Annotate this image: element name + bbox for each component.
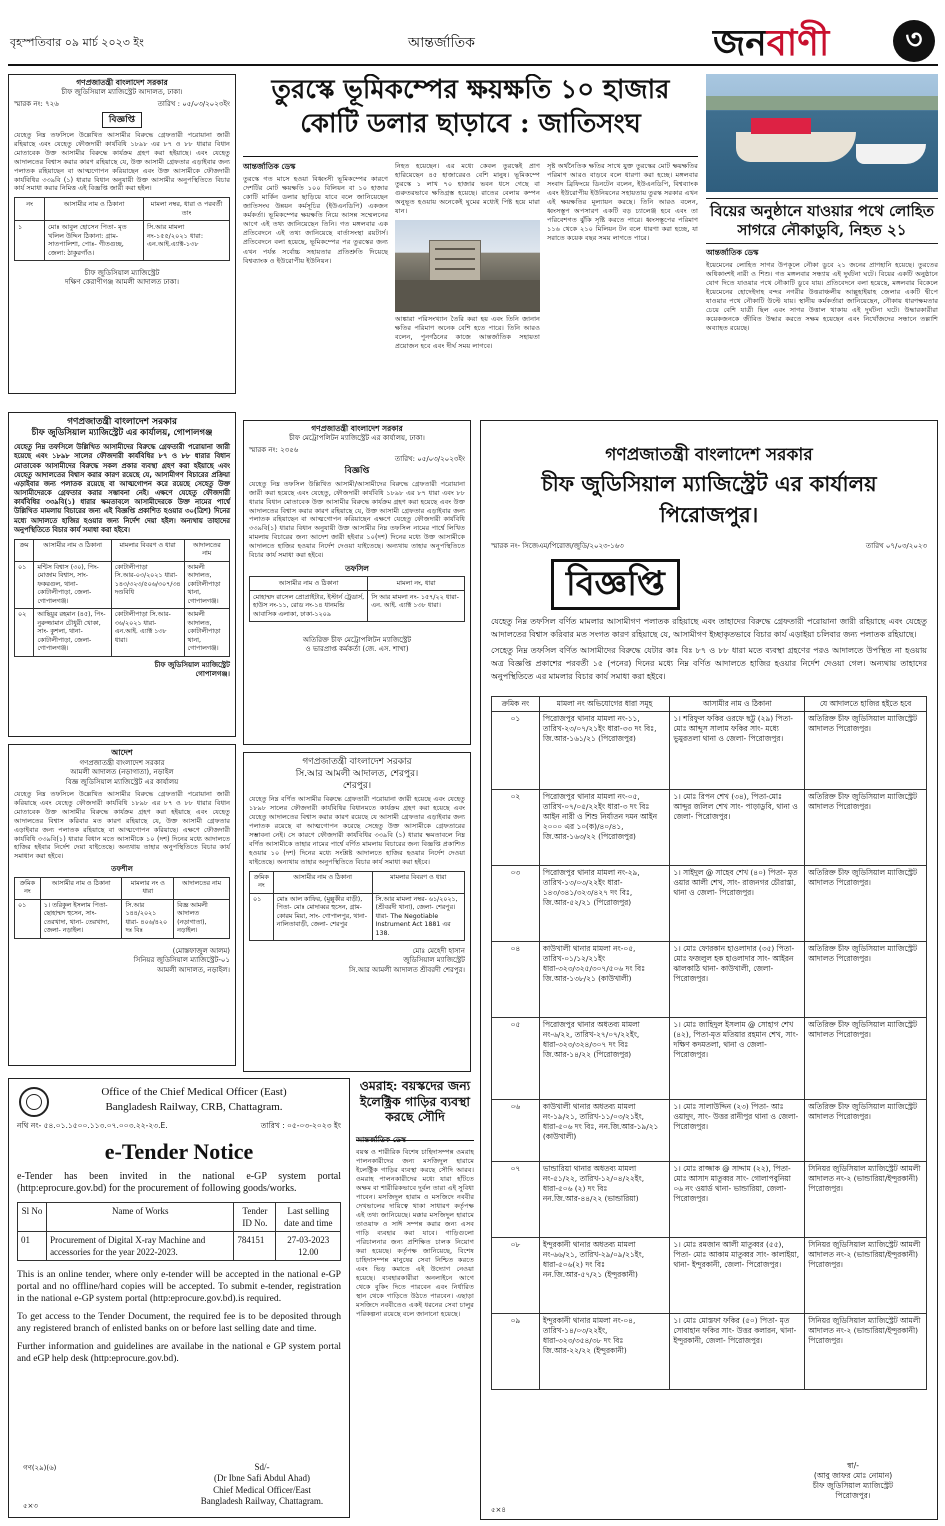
table-cell: ১। মোঃ জাহিদুল ইসলাম @ সোহাগ শেখ (৪২), পিতা-মৃত মতিয়ার রহমান শেখ, সাং- দক্ষিণ কদমতলা, থানা ও জেলা- পিরোজপুর।	[670, 1017, 805, 1099]
signature-block	[783, 1461, 923, 1502]
table-row	[250, 590, 465, 621]
signatory-office: পিরোজপুর।	[835, 1490, 871, 1500]
table-cell: ০৭	[492, 1161, 540, 1237]
notice-office: সি.আর আমলী আদালত, শেরপুর।	[295, 769, 419, 780]
table-cell: ০৯	[492, 1313, 540, 1389]
logo-part-left: জন	[713, 23, 767, 64]
table-row	[492, 1161, 927, 1237]
table-cell: পিরোজপুর থানার অধতব্য মামলা নং-৬/২২, তারিখ-২৭/০৭/২২ইং, ধারা-৩২৩/৩২৪/৩০৭ দং বিঃ জি.আর-১৪/২২ (পিরোজপুর)	[539, 1017, 670, 1099]
notice-dhaka-cmm	[243, 420, 471, 745]
signatory-title: অতিরিক্ত চীফ মেট্রোপলিটন ম্যাজিস্ট্রেট	[302, 635, 412, 644]
notice-table	[249, 576, 465, 622]
issue-date: বৃহস্পতিবার ০৯ মার্চ ২০২৩ ইং	[10, 36, 144, 49]
table-cell: অতিরিক্ত চীফ জুডিসিয়াল ম্যাজিস্ট্রেট আদালত পিরোজপুর।	[805, 711, 927, 789]
notice-office: চীফ জুডিসিয়াল ম্যাজিস্ট্রেট এর কার্যালয়, গোপালগঞ্জ	[31, 428, 213, 439]
signatory-office: সি.আর আমলী আদালত শ্রীবরদী শেরপুর।	[348, 965, 465, 974]
notice-gopalganj-cjm	[8, 412, 236, 737]
article-text: বয়স্ক ও শারীরিক বিশেষ চাহিদাসম্পন্ন ওমরাহ পালনকারীদের জন্য মসজিদুল হারামে ইলেক্ট্রিক গাড়ির ব্যবস্থা করছে সৌদি আরব। ওমরাহ পালনকারীদের মধ্যে যারা হাঁটতে অক্ষম বা শারীরিকভাবে দুর্বল তারা এই সুবিধা পাবেন। মসজিদুল হারাম ও মসজিদে নববীর দেখভালের দায়িত্বে থাকা সাধারণ কর্তৃপক্ষ এই তথ্য জানিয়েছে। মক্কার মসজিদুল হারামে তাওয়াফ ও সাঈ সম্পন্ন করার জন্য এসব গাড়ি ব্যবহার করা যাবে। গাড়িগুলো পরিচালনার জন্য প্রশিক্ষিত চালক নিয়োগ করা হয়েছে। কর্তৃপক্ষ জানিয়েছে, বিশেষ চাহিদাসম্পন্ন মানুষের সেবা নিশ্চিত করতে এবং ভিড় কমাতে এই উদ্যোগ নেওয়া হয়েছে। ব্যবহারকারীরা অনলাইনে আগে থেকে বুকিং দিতে পারবেন এবং নির্ধারিত স্থান থেকে গাড়িতে উঠতে পারবেন। এছাড়া মসজিদে নববীতেও একই ধরনের সেবা চালুর পরিকল্পনা রয়েছে বলে জানানো হয়েছে।	[356, 1147, 474, 1319]
signatory-office: ও ভারপ্রাপ্ত কর্মকর্তা (জে. এস. শাখা)	[305, 645, 409, 654]
table-row	[492, 1313, 927, 1389]
notice-title: বিজ্ঞপ্তি	[102, 112, 142, 128]
notice-office: চীফ জুডিসিয়াল ম্যাজিস্ট্রেট এর কার্যালয়	[541, 471, 877, 496]
table-cell: অতিরিক্ত চীফ জুডিসিয়াল ম্যাজিস্ট্রেট আদালত পিরোজপুর।	[805, 1099, 927, 1161]
notice-title: আদেশ	[111, 748, 133, 757]
table-cell: মোঃ আবুল হোসেন পিতা- মৃত খলিল উদ্দিন ঠিকানা: গ্রাম- সাতপালিশা, পোঃ- গীতগুচ্ছ, জেলা: ঠাকুরগাঁও।	[45, 220, 144, 260]
schedule-title: তফসিল	[345, 563, 369, 573]
table-cell: ১	[15, 220, 45, 260]
signature-mark: স্বা/-	[847, 1460, 859, 1470]
table-header: আদালতের নাম	[184, 539, 229, 561]
article-text: সৃষ্ট অর্থনৈতিক ক্ষতির সাথে যুক্ত তুরস্কের মোট ক্ষয়ক্ষতির পরিমাণ আরও বাড়বে বলে ধারণা করা হচ্ছে। মঙ্গলবার সংবাদ ব্রিফিংয়ে ডিনটেন বলেন, ইউএনডিপি, বিশ্বব্যাংক এবং ইউরোপীয় ইউনিয়নের সহায়তায় তুরস্ক সরকার এখন এই ক্ষয়ক্ষতির মূল্যায়ন করছে। তিনি আরও বলেন, ধ্বংসস্তূপ অপসারণ একটি বড় চ্যালেঞ্জ হবে এবং তা পরিবেশগত ঝুঁকি সৃষ্টি করতে পারে। ধ্বংসস্তূপের পরিমাণ ১১৬ থেকে ২১০ মিলিয়ন টন বলে ধারণা করা হচ্ছে, যা সরাতে কয়েক বছর সময় লাগতে পারে।	[547, 162, 698, 243]
memo-number: স্মারক নং: ২৩৫৬	[249, 445, 299, 454]
table-cell: ১। মোঃ রাজ্জাক @ সাদ্দাম (২২), পিতা- মোঃ আসাদ মাতুব্বর সাং- গোলাপবুনিয়া ০৬ নং ওয়ার্ড থানা- ভান্ডারিয়া, জেলা- পিরোজপুর।	[670, 1161, 805, 1237]
table-cell: সি.আর মামলা নম্বর- ৬১/২০২১, (শ্রীবরদী থানা), জেলা- শেরপুর। ধারা- The Negotiable Instrument Act 1881 এর 138.	[372, 893, 464, 941]
signatory-title: চীফ জুডিসিয়াল ম্যাজিস্ট্রেট	[154, 660, 230, 669]
notice-org: গণপ্রজাতন্ত্রী বাংলাদেশ সরকার	[605, 445, 813, 465]
notice-body: যেহেতু নিম্ন তফসিল উল্লিখিত আসামী/আসামীদের বিরুদ্ধে গ্রেফতারী পরোয়ানা জারী করা হয়েছে এবং যেহেতু, ফৌজদারী কার্যবিধি ১৮৯৮ এর ৮৭ ধারা এবং ৮৮ ধারার বিধান মোতাবেক উক্ত আসামীর বিরুদ্ধে কার্যক্রম গ্রহণ করা হয়েছে এবং উক্ত আদালতের বিশ্বাস করার কারণ রহিয়াছে যে, উক্ত আসামী গ্রেফতার এড়াইবার জন্য পলাতক রহিয়াছেন বা আত্মগোপন করিয়াছেন এক্ষণে যেহেতু ফৌজদারী কার্যবিধি ৩৩৯বি(১) ধারার বিধান অনুযায়ী উক্ত আসামীর নিম্ন তফসিল নামের পার্শ্বে লিখিত মামলায় বিচারের জন্য আদেশ জারী হইবার ১০(দশ) দিনের মধ্যে উক্ত আসামীকে আদালতে হাজির হওয়ার নির্দেশ দেওয়া যাইতেছে। অন্যথায় তাহার অনুপস্থিতিতে বিচার কার্য সমাধা করা হইবে।	[249, 479, 465, 560]
table-cell: ০২	[492, 789, 540, 865]
table-cell: ০৮	[492, 1237, 540, 1313]
signatory-title: চীফ জুডিসিয়াল ম্যাজিস্ট্রেট	[84, 268, 160, 277]
page-number-badge	[893, 20, 935, 62]
notice-date: তারিখ ০৭/০৩/২০২৩	[865, 541, 927, 550]
notice-table	[14, 197, 230, 261]
tender-paragraph: To get access to the Tender Document, the required fee is to be deposited through any registered branch of enlisted banks on or before last selling date and time.	[17, 1311, 341, 1334]
table-row	[15, 220, 230, 260]
notice-railway-etender	[8, 1078, 350, 1518]
table-header: মামলার নং ও ধারা	[122, 877, 174, 899]
memo-number: নথি নং- ৫৪.০১.১৫০০.১১৩.০৭.০০৩.২২-২৩.E.	[17, 1120, 168, 1130]
notice-body: যেহেতু নিম্ন তফসিলে উল্লেখিত আসামীর বিরুদ্ধে গ্রেফতারী পরোয়ানা জারী করিয়াছে এবং যেহেতু ফৌজদারী কার্যবিধি ১৮৯৮ এর ৮৭ ও ৮৮ ধারার বিধান মোতাবেক উক্ত আসামীর বিরুদ্ধে কার্যক্রম গ্রহণ করা হইয়াছে এবং যেহেতু আদালতের বিশ্বাস করিবার মত কারণ রহিয়াছে যে, উক্ত আসামী গ্রেফতার এড়াইবার জন্য পলাতক রহিয়াছে বা আত্মগোপন করিয়াছে। এক্ষণে ফৌজদারী কার্যবিধি ৩৩৯বি(১) ধারার বিধান মতে আসামীকে ১০ (দশ) দিনের মধ্যে আদালতে হাজির হইবার নির্দেশ দেয়া যাইতেছে। অন্যথায় তাহার অনুপস্থিতিতে বিচার কার্য সমাধান করা হইবে।	[14, 790, 230, 861]
table-cell: ০৪	[492, 941, 540, 1017]
table-cell: অতিরিক্ত চীফ জুডিসিয়াল ম্যাজিস্ট্রেট আদালত পিরোজপুর।	[805, 1017, 927, 1099]
table-row	[492, 865, 927, 941]
table-cell: পিরোজপুর থানার মামলা নং-২৯, তারিখ-১৩/০৩/২২ইং ধারা- ১৪৩/৩৪১/৩২৩/৪২৭ দং বিঃ, জি.আর-৫২/২১ (পিরোজপুর)	[539, 865, 670, 941]
notice-district: পিরোজপুর।	[659, 503, 759, 527]
signatory-name: (মোস্তফাজুল আলম)	[172, 946, 230, 955]
notice-table	[249, 871, 465, 942]
table-cell: অতিরিক্ত চীফ জুডিসিয়াল ম্যাজিস্ট্রেট আদালত পিরোজপুর।	[805, 865, 927, 941]
newspaper-logo[interactable]	[713, 20, 829, 64]
table-cell: ০৬	[492, 1099, 540, 1161]
notice-office: আমলী আদালত (নড়াগাতা), নড়াইল	[70, 768, 174, 777]
table-row	[18, 1231, 341, 1260]
section-label: আন্তর্জাতিক	[408, 35, 475, 51]
table-cell: 27-03-2023 12.00	[276, 1231, 341, 1260]
article-umrah-electric-cars	[356, 1078, 474, 1518]
notice-office: চীফ জুডিসিয়াল ম্যাজিস্ট্রেট আদালত, ঢাকা।	[61, 88, 183, 97]
table-cell: ১। তরিকুল ইসলাম পিতা- ছোহাম্মদ হুসেন, সাং- তেরখাদা, থানা- তেরখাদা, জেলা- নড়াইল।	[40, 899, 122, 938]
notice-table	[14, 539, 230, 657]
table-header: ক্রমিক নং	[250, 871, 274, 893]
table-header: ক্রম	[15, 539, 34, 561]
schedule-title: তফশীল	[111, 865, 133, 874]
signatory-name: (Dr Ibne Safi Abdul Ahad)	[214, 1473, 310, 1484]
notice-org: গণপ্রজাতন্ত্রী বাংলাদেশ সরকার	[67, 417, 177, 427]
table-header: Name of Works	[47, 1202, 234, 1231]
table-cell: আছিয়ুর রহমান (৪৫), পিং- নুরুজ্জামান চৌধুরী খোকা, সাং- কুশলা, থানা- কোটালীপাড়া, জেলা- গোপালগঞ্জ।	[34, 609, 111, 657]
boat-photo	[706, 74, 938, 192]
table-cell: Procurement of Digital X-ray Machine and accessories for the year 2022-2023.	[47, 1231, 234, 1260]
table-cell: মোহাম্মদ রাসেল প্রোপ্রাইটার, ইস্টার্ন ট্রেডার্স, হাউস নং-১১, রোড নং-১৪ ধানমন্ডি আবাসিক এলাকা, ঢাকা-১২০৯	[250, 590, 368, 621]
table-cell: সিনিয়র জুডিসিয়াল ম্যাজিস্ট্রেট আমলী আদালত নং-২ (ভান্ডারিয়া/ইন্দুরকানী) পিরোজপুর।	[805, 1161, 927, 1237]
article-headline[interactable]: তুরস্কে ভূমিকম্পের ক্ষয়ক্ষতি ১০ হাজার কোটি ডলার ছাড়াবে : জাতিসংঘ	[271, 75, 670, 139]
article-red-sea-boat	[706, 74, 938, 410]
table-cell: ০৫	[492, 1017, 540, 1099]
table-header: মামলা নং, ধারা	[368, 577, 465, 591]
notice-pirojpur-cjm	[480, 420, 938, 1520]
article-turkey-earthquake	[243, 74, 698, 410]
notice-org: গণপ্রজাতন্ত্রী বাংলাদেশ সরকার	[302, 757, 412, 767]
signature-block	[187, 1462, 337, 1507]
notice-title: e-Tender Notice	[104, 1138, 254, 1164]
table-header: Sl No	[18, 1202, 47, 1231]
table-header: আসামীর নাম ও ঠিকানা	[40, 877, 122, 899]
table-cell: মোঃ আল কাফির, (মুল্লুকীর বাড়ী), পিতা- মোঃ মোদাব্বর হুসেন, গ্রাম- কোরম মিয়া, সাং- গোপালপুর, থানা- নালিতাবাড়ী, জেলা- শেরপুর	[273, 893, 372, 941]
table-row	[492, 789, 927, 865]
railway-emblem-icon	[19, 1087, 49, 1117]
notice-office: Bangladesh Railway, CRB, Chattagram.	[105, 1100, 283, 1113]
memo-number: স্মারক নং- সিজেএম/পিরোজ/জুডি/২০২৩-১৬৩	[491, 541, 624, 550]
table-cell: অতিরিক্ত চীফ জুডিসিয়াল ম্যাজিস্ট্রেট আদালত পিরোজপুর।	[805, 941, 927, 1017]
headline-rule	[243, 156, 698, 157]
signatory-office: গোপালগঞ্জ।	[195, 670, 230, 679]
article-text: তুরস্কে গত মাসে হওয়া বিধ্বংসী ভূমিকম্পের কারণে দেশটির মোট ক্ষয়ক্ষতি ১০০ বিলিয়ন বা ১০ হাজার কোটি মার্কিন ডলার ছাড়িয়ে যাবে বলে জানিয়েছেন জাতিসংঘ উন্নয়ন কর্মসূচির (ইউএনডিপি) একজন কর্মকর্তা। ভূমিকম্পের ক্ষয়ক্ষতি নিয়ে আসন্ন সম্মেলনের আগে এই তথ্য জানিয়েছেন তিনি। গত মঙ্গলবার এক প্রতিবেদনে এই তথ্য জানিয়েছে বার্তাসংস্থা রয়টার্স। প্রতিবেদনে বলা হয়েছে, ভূমিকম্পের পর তুরস্কের জন্য এখন পর্যন্ত সর্বোচ্চ সহায়তার প্রতিশ্রুতি দিয়েছে বিশ্বব্যাংক ও ইউরোপীয় ইউনিয়ন।	[243, 175, 388, 265]
table-cell: ০১	[15, 561, 34, 609]
table-cell: সিনিয়র জুডিসিয়াল ম্যাজিস্ট্রেট আমলী আদালত নং-২ (ভান্ডারিয়া/ইন্দুরকানী) পিরোজপুর।	[805, 1313, 927, 1389]
table-cell: ইন্দুরকানী থানার মামলা নং-০৪, তারিখ-১৪/০৩/২২ইং, ধারা-৩২৩/৩৫৪/৩৮ দং বিঃ জি.আর-২২/২২ (ইন্দুরকানী)	[539, 1313, 670, 1389]
ad-size-code: ৫×৪	[491, 1505, 506, 1514]
table-cell: কাউখালী থানার মামলা নং-০৫, তারিখ-০১/১২/২১ইং ধারা-৩২৩/৩২৫/৩০৭/৫০৬ দং বিঃ জি.আর-১৩৮/২১ (কাউখালী)	[539, 941, 670, 1017]
table-header: আসামীর নাম ও ঠিকানা	[670, 696, 805, 711]
table-row	[15, 561, 230, 609]
table-header: Last selling date and time	[276, 1202, 341, 1231]
signature-mark: Sd/-	[254, 1462, 270, 1472]
signatory-office: আমলী আদালত, নড়াইল।	[157, 965, 230, 974]
notice-office-sub: বিজ্ঞ জুডিসিয়াল ম্যাজিস্ট্রেট এর কার্যালয়	[65, 777, 179, 786]
article-text: ইয়েমেনের লোহিত সাগর উপকূলে নৌকা ডুবে ২১ জনের প্রাণহানি হয়েছে। তুরতের অধিকাংশই নারী ও শিশু। গত মঙ্গলবার সন্ধ্যায় এই দুর্ঘটনা ঘটে। বিয়ের একটি অনুষ্ঠানে যোগ দিতে যাওয়ার পথে নৌকাটি ডুবে যায়। প্রতিবেদনে বলা হয়েছে, মঙ্গলবার বিকেলে ইয়েমেনের হোদেইদাহ বন্দর নগরীর উত্তরাঞ্চলীয় আল্লুহাইয়াহ জেলার একটি দ্বীপে যাওয়ার পথে নৌকাটি উল্টে যায়। স্থানীয় কর্মকর্তারা জানিয়েছেন, নৌকায় ধারণক্ষমতার চেয়ে বেশি যাত্রী ছিল এবং সাগর উত্তাল থাকায় এই দুর্ঘটনা ঘটে। উদ্ধারকারীরা কয়েকজনকে জীবিত উদ্ধার করতে সক্ষম হয়েছেন এবং নিখোঁজদের সন্ধানে তল্লাশি অব্যাহত রয়েছে।	[706, 260, 938, 332]
notice-table	[14, 877, 230, 939]
notice-date: তারিখ : ০৫/০৩/২০২৩ইং	[157, 99, 230, 108]
table-cell: ১। মোঃ রিপন শেখ (৩৪), পিতা-মোঃ আব্দুর জলিল শেখ সাং- পাড়াডুবি, থানা ও জেলা- পিরোজপুর।	[670, 789, 805, 865]
desk-label: আন্তর্জাতিক ডেস্ক	[243, 162, 296, 171]
table-cell: আমলী আদালত, কোটালীপাড়া থানা, গোপালগঞ্জ।	[184, 609, 229, 657]
table-cell: ১। মোঃ রমজান আলী মাতুব্বর (৫৫), পিতা- মোঃ আকাম মাতুব্বর সাং- কালাইয়া, থানা- ইন্দুরকানী, জেলা- পিরোজপুর।	[670, 1237, 805, 1313]
masthead-divider	[8, 64, 938, 66]
table-header: মামলার বিবরণ ও ধারা	[372, 871, 464, 893]
table-row	[492, 1237, 927, 1313]
table-cell: ০৩	[492, 865, 540, 941]
signatory-office: Bangladesh Railway, Chattagram.	[200, 1495, 324, 1506]
table-header-row	[250, 577, 465, 591]
notice-sherpur-cr	[243, 752, 471, 1072]
headline-rule	[356, 1140, 474, 1141]
notice-org: গণপ্রজাতন্ত্রী বাংলাদেশ সরকার	[79, 758, 165, 767]
table-cell: সি.আর ১৪৪/২০২১ ধারা- ৪০৬/৪২০ দঃ বিঃ	[122, 899, 174, 938]
table-header-row	[15, 877, 230, 899]
desk-label: আন্তর্জাতিক ডেস্ক	[706, 247, 759, 257]
table-header-row	[15, 539, 230, 561]
table-header: নং	[15, 198, 45, 221]
notice-narail-order	[8, 744, 236, 1066]
signatory-title: সিনিয়র জুডিসিয়াল ম্যাজিস্ট্রেট-০১	[133, 956, 230, 965]
table-cell: ১। শরিফুল ফকির ওরফে ছট্টু (২৯) পিতা- মোঃ আব্দুস সালাম ফকির সাং- মধ্যে ভুমুরতলা থানা ও জেলা- পিরোজপুর।	[670, 711, 805, 789]
table-cell: ইন্দুরকানী থানার অধতব্য মামলা নং-৬৬/২১, তারিখ-২৯/০৯/২১ইং, ধারা-৫০৬(২) দং বিঃ নন.জি.আর-৫৭/২১ (ইন্দুরকানী)	[539, 1237, 670, 1313]
table-row	[492, 711, 927, 789]
article-column	[395, 162, 540, 351]
table-cell: ১। মোঃ মোস্তফা ফকির (৫০) পিতা- মৃত সোবাহান ফকির সাং- উত্তর কলারন, থানা- ইন্দুরকানী, জেলা- পিরোজপুর।	[670, 1313, 805, 1389]
table-header: যে আদালতে হাজির হইতে হবে	[805, 696, 927, 711]
table-header: Tender ID No.	[234, 1202, 276, 1231]
signatory-title: জুডিসিয়াল ম্যাজিস্ট্রেট	[403, 956, 465, 965]
table-cell: সি আর মামলা নং- ১৫৭/২২ ধারা- এন. আই. এ্যাক্ট ১৩৮ ধারা।	[368, 590, 465, 621]
table-header: মামলার বিবরণ ও ধারা	[111, 539, 184, 561]
table-header: মামলা নম্বর, ধারা ও পরবর্তী তাং	[144, 198, 230, 221]
table-cell: মন্টিস বিশ্বাস (৩০), পিং- মোজাম বিশ্বাস, সাং- ফকরগুল, থানা- কোটালীপাড়া, জেলা- গোপালগঞ্জ।	[34, 561, 111, 609]
signatory-office: দক্ষিণ কেরাণীগঞ্জ আমলী আদালত ঢাকা।	[65, 278, 179, 287]
article-headline[interactable]: বিয়ের অনুষ্ঠানে যাওয়ার পথে লোহিত সাগরে নৌকাডুবি, নিহত ২১	[706, 198, 938, 244]
notice-org: গণপ্রজাতন্ত্রী বাংলাদেশ সরকার	[76, 78, 168, 87]
tender-table	[17, 1202, 341, 1262]
signatory-title: চীফ জুডিসিয়াল ম্যাজিস্ট্রেট	[812, 1480, 894, 1490]
signatory-name: মোঃ মেহেদী হাসান	[412, 947, 465, 956]
memo-number: স্মারক নং: ৭২৬	[14, 99, 59, 108]
article-column	[243, 162, 388, 266]
notice-body: যেহেতু নিম্ন তফসিলে উল্লিখিত আসামীদের বিরুদ্ধে গ্রেফতারী পরোয়ানা জারী হয়েছে এবং ১৮৯৮ সালের ফৌজদারী কার্যবিধির ৮৭ ও ৮৮ ধারার বিধান মোতাবেক আসামীদের বিরুদ্ধে সকল প্রকার ব্যবস্থা গ্রহণ করা হইয়াছে এবং যেহেতু আদালতের বিশ্বাস করার কারণ রয়েছে যে, আসামীগণ বিচারের প্রক্রিয়া এড়াইবার জন্য পলাতক রয়েছে বা আত্মগোপন করে রয়েছে সেহেতু উক্ত আসামীদেরকে গ্রেফতার করার সম্ভাবনা নেই। এক্ষণে যেহেতু ফৌজদারী কার্যবিধির ৩৩৯বি(১) ধারার ক্ষমতাবলে আসামীদেরকে উক্ত নামের পার্শ্বে উল্লিখিত মামলায় বিচারের জন্য এই বিজ্ঞপ্তি প্রকাশিত হওয়ার ৩০(ত্রিশ) দিনের মধ্যে আদালতে হাজির হওয়ার জন্য নির্দেশ দেয়া হইল। অন্যথায় তাহাদের অনুপস্থিতিতে বিচার কার্য সমাধা করা হইবে।	[14, 443, 230, 534]
table-cell: ১। সাইদুল @ সাহেব শেখ (৪০) পিতা- মৃত ওয়ার আলী শেখ, সাং- রাজনগর চৌরাস্তা, থানা ও জেলা- পিরোজপুর।	[670, 865, 805, 941]
table-cell: ১। মোঃ ফোরকান হাওলাদার (৩৫) পিতা- মোঃ ফজলুল হক হাওলাদার সাং- আইরন ঝালকাঠি থানা- কাউখালী, জেলা- পিরোজপুর।	[670, 941, 805, 1017]
table-header: আসামীর নাম ও ঠিকানা	[273, 871, 372, 893]
table-cell: পিরোজপুর থানার মামলা নং-০৫, তারিখ-০৭/০৫/২২ইং ধারা-৩ দং বিঃ আইন নারী ও শিশু নির্যাতন দমন আইন ২০০০ এর ১০(ক)/৪০/৪১, জি.আর-১৬৩/২২ (পিরোজপুর)	[539, 789, 670, 865]
notice-table	[491, 696, 927, 1390]
table-row	[492, 1017, 927, 1099]
tender-paragraph: This is an online tender, where only e-tender will be accepted in the national e-GP portal and no offline/hard copies will be accepted. To submit e-tender, registration in the national e-GP system portal (http:eprocure.gov.bd).is required.	[17, 1269, 341, 1305]
tender-paragraph: Further information and guidelines are availabe in the national e GP system portal and eGP help desk (http:eprocure.gov.bd).	[17, 1340, 341, 1364]
notice-body: যেহেতু নিম্ন তফসিলে উল্লেখিত আসামীর বিরুদ্ধে গ্রেফতারী পরোয়ানা জারী রহিয়াছে এবং যেহেতু ফৌজদারী কার্যবিধি ১৮৯৮ এর ৮৭ ও ৮৮ ধারার বিধান মোতাবেক উক্ত আসামীর বিরুদ্ধে কার্যক্রম গ্রহণ করা হইয়াছে। এবং যেহেতু আদালতের বিশ্বাস করার কারণ রহিয়াছে যে, উক্ত আসামী গ্রেফতার এড়াইবার জন্য পলাতক রহিয়াছেন বা আত্মগোপন করিয়াছেন এবং উক্ত আসামীকে ফৌজদারী কার্যবিধির ৩৩৯বি (১) ধারার বিধান অনুযায়ী উক্ত আসামীর অনুপস্থিতিতে বিচার কার্য সমাধা করার নিমিত্ত এই বিজ্ঞপ্তি জারী করা হইল।	[14, 131, 230, 193]
table-header-row	[18, 1202, 341, 1231]
notice-date: তারিখ: ০৫/০৩/২০২৩ইং	[394, 455, 465, 463]
table-header-row	[15, 198, 230, 221]
table-cell: ০১	[250, 893, 274, 941]
article-text: আঙ্কারা পরিসংখ্যান তৈরি করা হয় এবং তিনি জানান ক্ষতির পরিমাণ অনেক বেশি হতে পারে। তিনি আরও বলেন, পুনর্গঠনের কাজে আন্তর্জাতিক সহায়তা প্রয়োজন হবে এবং দীর্ঘ সময় লাগবে।	[395, 315, 540, 351]
table-cell: ভান্ডারিয়া থানার অধতব্য মামলা নং-৫১/২২, তারিখ-১২/০৪/২২ইং, ধারা-৫০৬ (২) দং বিঃ নন.জি.আর-৪৪/২২ (ভান্ডারিয়া)	[539, 1161, 670, 1237]
table-header-row	[492, 696, 927, 711]
article-column	[547, 162, 698, 243]
table-cell: কোটালীপাড়া সি.আর- ৩৬/২০২১ ধারা- এন.আই. এ্যাক্ট ১৩৮ ধারা।	[111, 609, 184, 657]
ad-code: গণ(২৯)(৬)	[23, 1463, 57, 1472]
table-cell: কাউখালী থানার অধতব্য মামলা নং-১৯/২১, তারিখ-১১/০৩/২১ইং, ধারা-৫০৬ দং বিঃ, নন.জি.আর-১৯/২১ (কাউখালী)	[539, 1099, 670, 1161]
table-cell: সিনিয়র জুডিসিয়াল ম্যাজিস্ট্রেট আমলী আদালত নং-২ (ভান্ডারিয়া/ইন্দুরকানী) পিরোজপুর।	[805, 1237, 927, 1313]
table-cell: অতিরিক্ত চীফ জুডিসিয়াল ম্যাজিস্ট্রেট আদালত পিরোজপুর।	[805, 789, 927, 865]
notice-body: সেহেতু নিম্ন তফসিল বর্ণিত আসামীদের বিরুদ্ধে যেটার কাঃ বিঃ ৮৭ ও ৮৮ ধারা মতে ব্যবস্থা গ্রহণের পরও আদালতে উপস্থিত না হওয়ায় অত্র বিজ্ঞপ্তি প্রকাশের পরবর্তী ১৫ (পনের) দিনের মধ্যে নিম্ন বর্ণিত আদালতে হাজির হওয়ার নির্দেশ দেওয়া গেল। অন্যথায় তাহাদের অনুপস্থিতিতে এর মামলার বিচার কার্য সমাধা করা হইবে।	[491, 646, 927, 681]
table-header: আদালতের নাম	[174, 877, 230, 899]
notice-body: যেহেতু নিম্ন তফসিল বর্ণিত মামলার আসামীগণ পলাতক রহিয়াছে এবং তাহাদের বিরুদ্ধে গ্রেফতারী পরোয়ানা জারী রহিয়াছে এবং যেহেতু আদালতের বিশ্বাস করিবার মত সংগত কারণ রহিয়াছে যে, আসামীগণ ইচ্ছাকৃতভাবে বিচার কার্য এড়াইয়া চলিবার জন্য পলাতক রহিয়াছে।	[491, 616, 927, 639]
table-header: ক্রমিক নং	[15, 877, 41, 899]
table-cell: বিজ্ঞ আমলী আদালত (নড়াগাতা), নড়াইল।	[174, 899, 230, 938]
table-cell: ১। মোঃ সালাউদ্দিন (২৩) পিতা- আঃ ওয়াদুদ, সাং- উত্তর রানীপুর থানা ও জেলা- পিরোজপুর।	[670, 1099, 805, 1161]
earthquake-photo	[395, 220, 540, 312]
table-row	[250, 893, 465, 941]
ad-size-code: ৫×৩	[23, 1501, 38, 1510]
notice-org: গণপ্রজাতন্ত্রী বাংলাদেশ সরকার	[311, 424, 403, 433]
masthead	[8, 6, 938, 68]
table-cell: পিরোজপুর থানার মামলা নং-১১, তারিখ-২৩/০৭/২১ইং ধারা-৩৩ দং বিঃ, জি.আর-১৬১/২১ (পিরোজপুর)	[539, 711, 670, 789]
article-headline[interactable]: ওমরাহ: বয়স্কদের জন্য ইলেক্ট্রিক গাড়ির ব্যবস্থা করছে সৌদি	[359, 1078, 471, 1125]
table-row	[492, 1099, 927, 1161]
table-cell: 784151	[234, 1231, 276, 1260]
table-header-row	[250, 871, 465, 893]
notice-title: বিজ্ঞপ্তি	[551, 559, 680, 610]
table-header: আসামীর নাম ও ঠিকানা	[45, 198, 144, 221]
page-number: ৩	[905, 25, 923, 56]
table-header: আসামীর নাম ও ঠিকানা	[250, 577, 368, 591]
table-cell: সি.আর মামলা নং-১৫৫/২০২১ ধারা: এন.আই.এ্যাক্ট-১৩৮	[144, 220, 230, 260]
notice-district: শেরপুর।	[342, 781, 372, 792]
notice-dhaka-cjm	[8, 74, 236, 394]
article-text: নিহত হয়েছেন। এর মধ্যে কেবল তুরস্কেই প্রাণ হারিয়েছেন ৪৫ হাজারেরও বেশি মানুষ। ভূমিকম্পে তুরস্কে ১ লাখ ৭০ হাজার ভবন ধসে গেছে বা গুরুতরভাবে ক্ষতিগ্রস্ত হয়েছে। রাতের বেলায় কম্পন অনুভূত হওয়ায় অনেকেই ঘুমের মধ্যেই পিষ্ট হয়ে মারা যান।	[395, 162, 540, 216]
table-header: আসামীর নাম ও ঠিকানা	[34, 539, 111, 561]
notice-title: বিজ্ঞপ্তি	[344, 466, 370, 477]
table-row	[15, 899, 230, 938]
notice-intro: e-Tender has been invited in the national e-GP system portal (http:eprocure.gov.bd) for the procurement of following goods/works.	[17, 1170, 341, 1194]
table-cell: ০২	[15, 609, 34, 657]
notice-office: চীফ মেট্রোপলিটন ম্যাজিস্ট্রেট এর কার্যালয়, ঢাকা।	[289, 434, 425, 443]
notice-body: যেহেতু নিম্ন বর্ণিত আসামীর বিরুদ্ধে গ্রেফতারী পরোয়ানা জারী হয়েছে এবং যেহেতু ১৮৯৮ সালের ফৌজদারী কার্যবিধির বিধানমতে কার্যক্রম গ্রহণ করা হয়েছে এবং যেহেতু আদালতের বিশ্বাস করার কারণ রয়েছে যে আসামী গ্রেফতার এড়াইবার জন্য পলাতক রয়েছে বা আত্মগোপন করেছে সেহেতু উক্ত আসামীকে গ্রেফতারের সম্ভাবনা নেই। সে কারণে ফৌজদারী কার্যবিধির ৩৩৯বি (১) ধারার ক্ষমতাবলে নিম্ন বর্ণিত আসামীকে তাহার নামের পার্শ্বে বর্ণিত মামলায় বিচারের জন্য বিজ্ঞপ্তি প্রকাশিত হওয়ার ১০ (দশ) দিনের মধ্যে সংশ্লিষ্ট আদালতে হাজির হওয়ার নির্দেশ দেওয়া যাইতেছে। অন্যথায় তাহার অনুপস্থিতিতে বিচার কার্য সমাধা করা হইবে।	[249, 795, 465, 866]
table-row	[15, 609, 230, 657]
table-cell: ০১	[492, 711, 540, 789]
table-header: ক্রমিক নং	[492, 696, 540, 711]
signatory-name: (আবু জাফর মোঃ নোমান)	[813, 1470, 893, 1480]
table-header: মামলা নং অভিযোগের ধারা সমূহ	[539, 696, 670, 711]
table-cell: ০১	[15, 899, 41, 938]
table-cell: 01	[18, 1231, 47, 1260]
table-row	[492, 941, 927, 1017]
logo-part-right: বাণী	[766, 23, 830, 64]
table-cell: আমলী আদালত, কোটালীপাড়া থানা, গোপালগঞ্জ।	[184, 561, 229, 609]
notice-date: তারিখ : ০৫-০৩-২০২৩ ইং	[260, 1120, 341, 1130]
notice-org: Office of the Chief Medical Officer (East)	[101, 1086, 287, 1098]
table-cell: কোটালীপাড়া সি.আর-০৩/২০২১ ধারা- ১৪৩/৩২৩/৫০৬/৩০৭/৩৪ দণ্ডবিধি	[111, 561, 184, 609]
signatory-title: Chief Medical Officer/East	[213, 1484, 311, 1495]
